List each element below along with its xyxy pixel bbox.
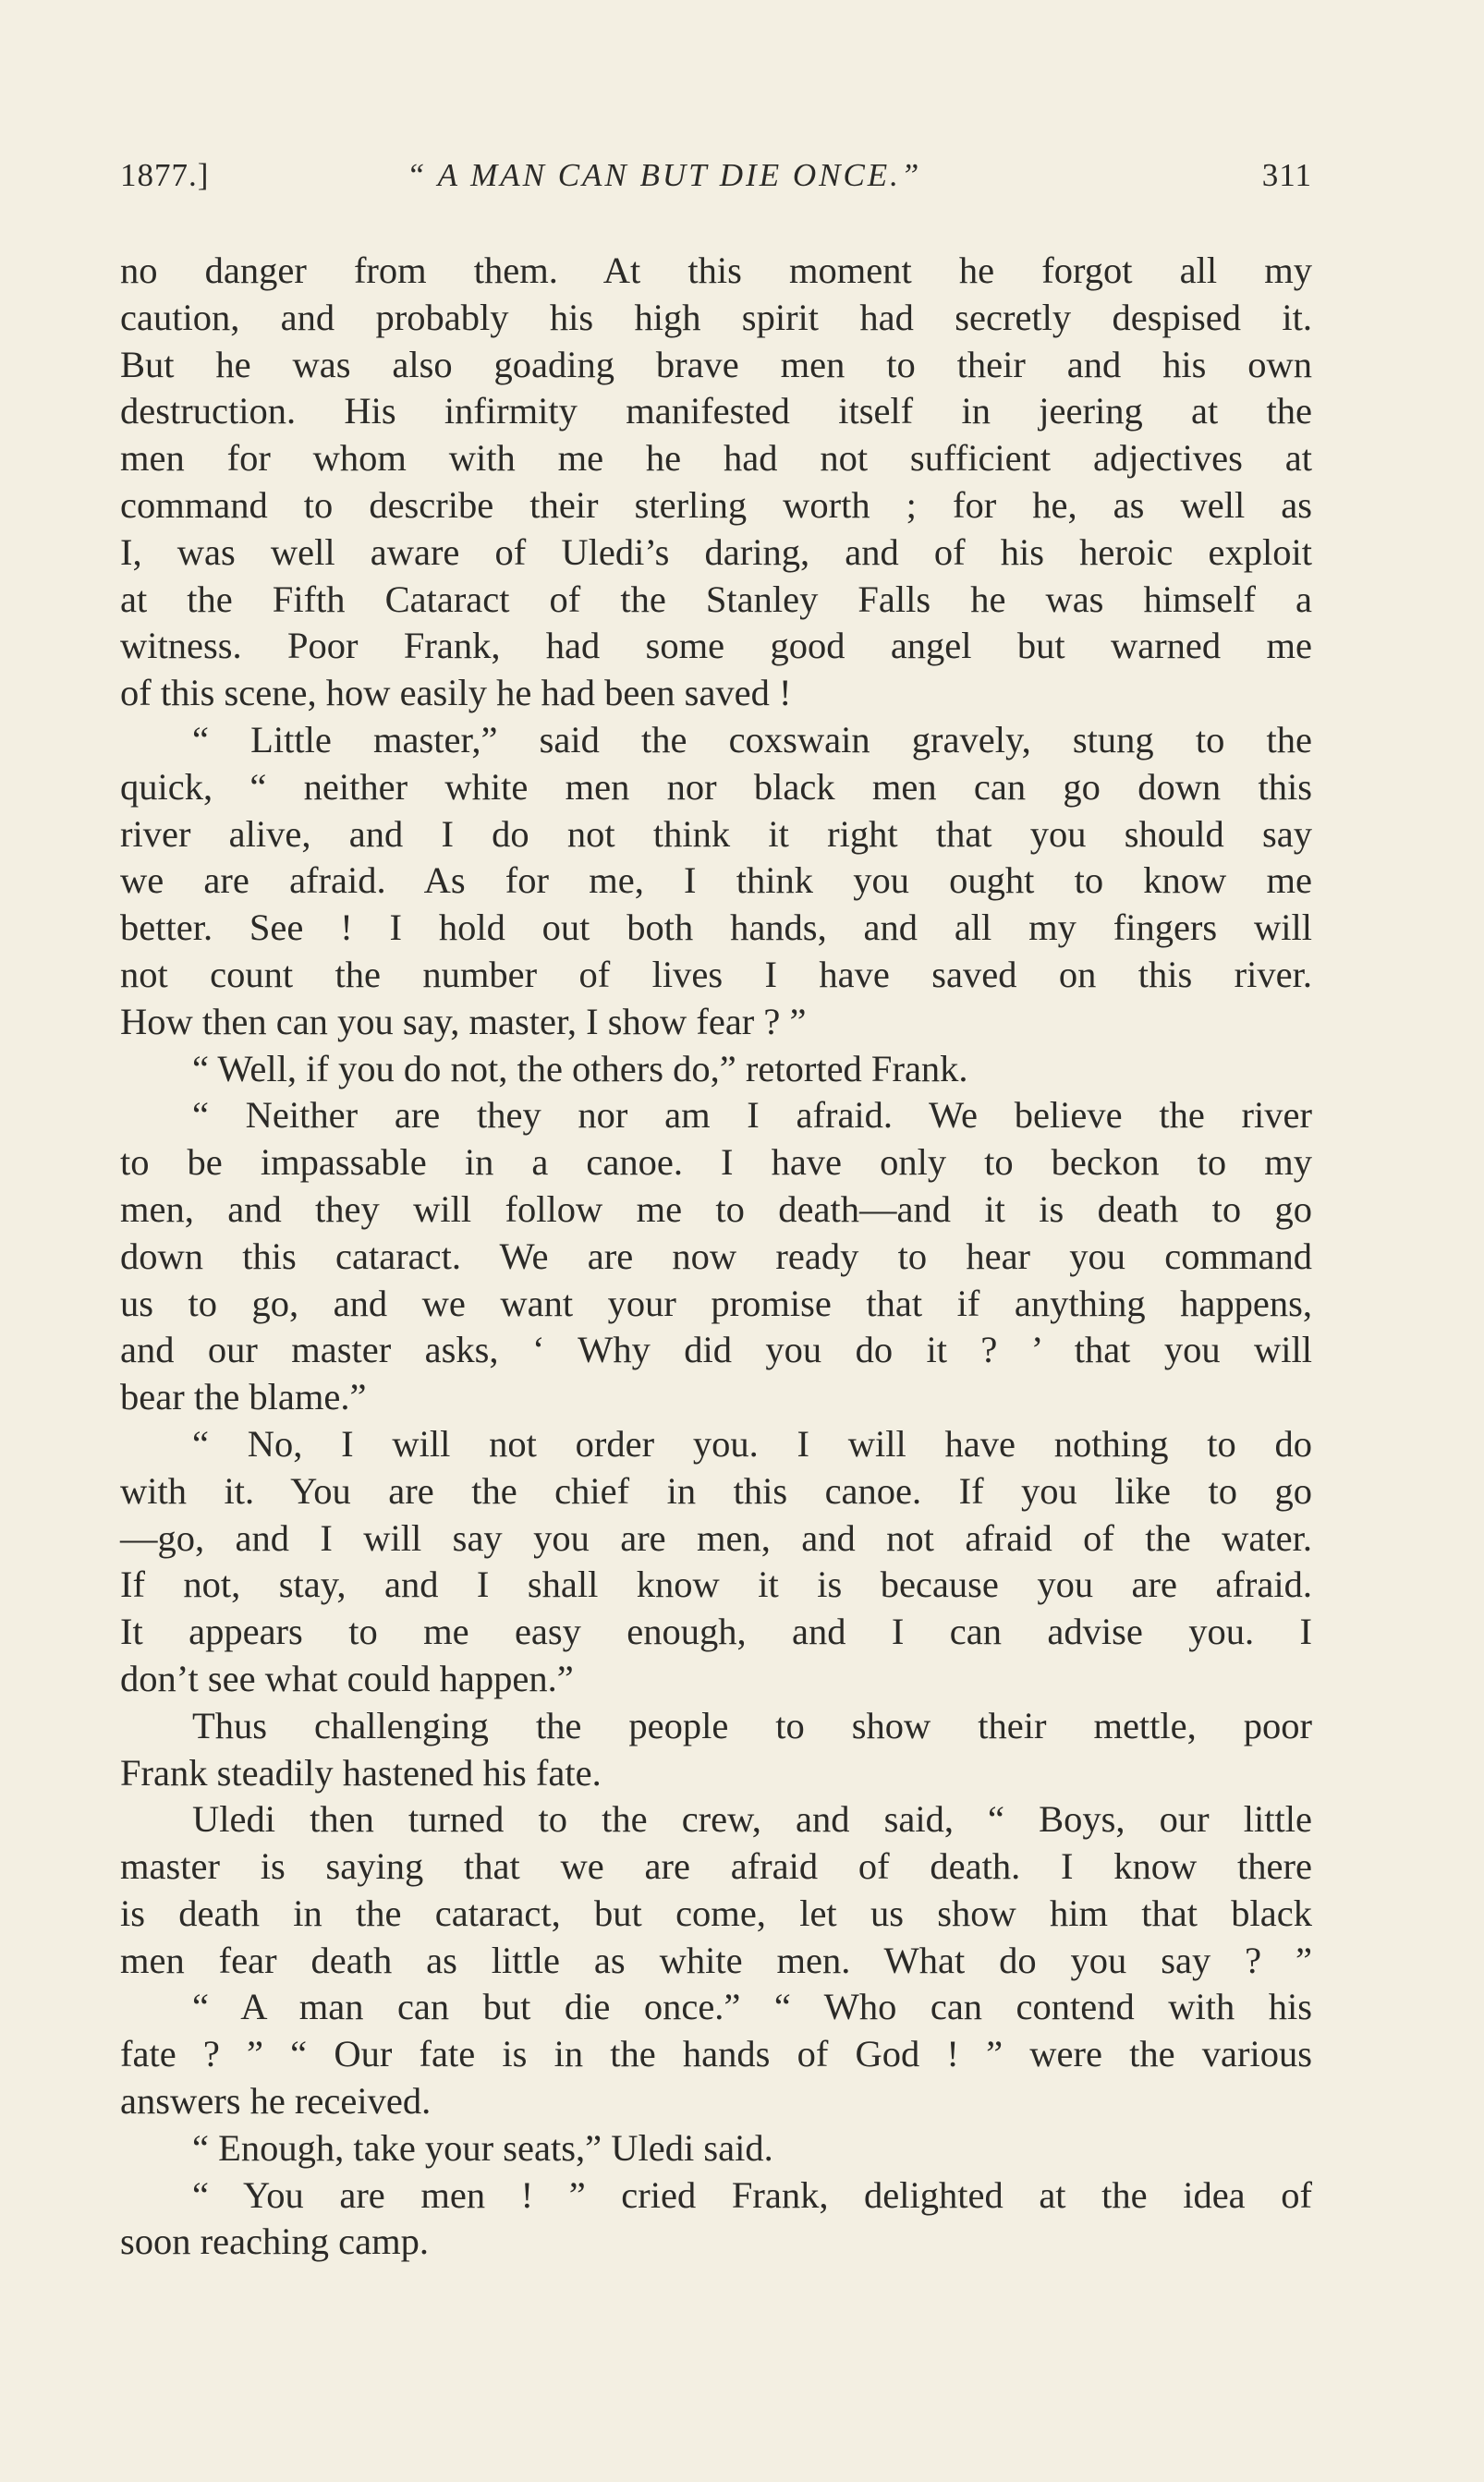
text-line: answers he received.: [120, 2080, 432, 2123]
page-body-text: [120, 248, 1312, 2266]
text-line: us to go, and we want your promise that if anything happens,: [120, 1282, 1312, 1324]
text-line: fate ? ” “ Our fate is in the hands of God ! ” were the various: [120, 2033, 1312, 2075]
text-line: and our master asks, ‘ Why did you do it ? ’ that you will: [120, 1329, 1312, 1371]
text-line: we are afraid. As for me, I think you ought to know me: [120, 859, 1312, 902]
text-line: witness. Poor Frank, had some good angel but warned me: [120, 625, 1312, 667]
text-line: “ Neither are they nor am I afraid. We believe the river: [192, 1094, 1312, 1137]
text-line: down this cataract. We are now ready to hear you command: [120, 1235, 1312, 1277]
text-line: “ No, I will not order you. I will have nothing to do: [192, 1422, 1312, 1465]
text-line: “ A man can but die once.” “ Who can contend with his: [192, 1986, 1312, 2028]
text-line: “ Little master,” said the coxswain gravely, stung to the: [192, 718, 1312, 760]
text-line: is death in the cataract, but come, let us show him that black: [120, 1892, 1312, 1934]
text-line: with it. You are the chief in this canoe. If you like to go: [120, 1469, 1312, 1512]
text-line: Uledi then turned to the crew, and said, “ Boys, our little: [192, 1798, 1312, 1841]
text-line: But he was also goading brave men to their and his own: [120, 343, 1312, 385]
text-line: men, and they will follow me to death—and it is death to go: [120, 1187, 1312, 1230]
text-line: men fear death as little as white men. What do you say ? ”: [120, 1939, 1312, 1981]
text-line: bear the blame.”: [120, 1376, 367, 1418]
header-title: “ A MAN CAN BUT DIE ONCE.”: [407, 157, 922, 193]
text-line: to be impassable in a canoe. I have only to beckon to my: [120, 1141, 1312, 1184]
text-line: “ Well, if you do not, the others do,” retorted Frank.: [192, 1047, 968, 1089]
text-line: no danger from them. At this moment he forgot all my: [120, 249, 1312, 291]
page-number: 311: [1261, 157, 1312, 193]
text-line: caution, and probably his high spirit had secretly despised it.: [120, 296, 1312, 338]
text-line: at the Fifth Cataract of the Stanley Falls he was himself a: [120, 578, 1312, 620]
header-year: 1877.]: [120, 157, 210, 193]
text-line: don’t see what could happen.”: [120, 1657, 574, 1699]
text-line: I, was well aware of Uledi’s daring, and of his heroic exploit: [120, 530, 1312, 573]
text-line: It appears to me easy enough, and I can advise you. I: [120, 1611, 1312, 1653]
text-line: How then can you say, master, I show fear ? ”: [120, 1000, 807, 1042]
text-line: command to describe their sterling worth ; for he, as well as: [120, 483, 1312, 526]
text-line: Thus challenging the people to show their mettle, poor: [192, 1704, 1312, 1746]
text-line: Frank steadily hastened his fate.: [120, 1751, 602, 1794]
text-line: “ You are men ! ” cried Frank, delighted at the idea of: [192, 2173, 1312, 2216]
text-line: “ Enough, take your seats,” Uledi said.: [192, 2126, 773, 2169]
text-line: of this scene, how easily he had been saved !: [120, 672, 792, 714]
text-line: master is saying that we are afraid of death. I know there: [120, 1845, 1312, 1888]
text-line: not count the number of lives I have saved on this river.: [120, 953, 1312, 995]
text-line: soon reaching camp.: [120, 2220, 430, 2263]
text-line: better. See ! I hold out both hands, and all my fingers will: [120, 906, 1312, 949]
text-line: river alive, and I do not think it right that you should say: [120, 812, 1312, 855]
text-line: —go, and I will say you are men, and not afraid of the water.: [120, 1516, 1312, 1559]
text-line: If not, stay, and I shall know it is because you are afraid.: [120, 1563, 1312, 1606]
text-line: destruction. His infirmity manifested itself in jeering at the: [120, 390, 1312, 432]
text-line: men for whom with me he had not sufficient adjectives at: [120, 437, 1312, 480]
running-header: [120, 157, 1312, 203]
text-line: quick, “ neither white men nor black men can go down this: [120, 765, 1312, 808]
